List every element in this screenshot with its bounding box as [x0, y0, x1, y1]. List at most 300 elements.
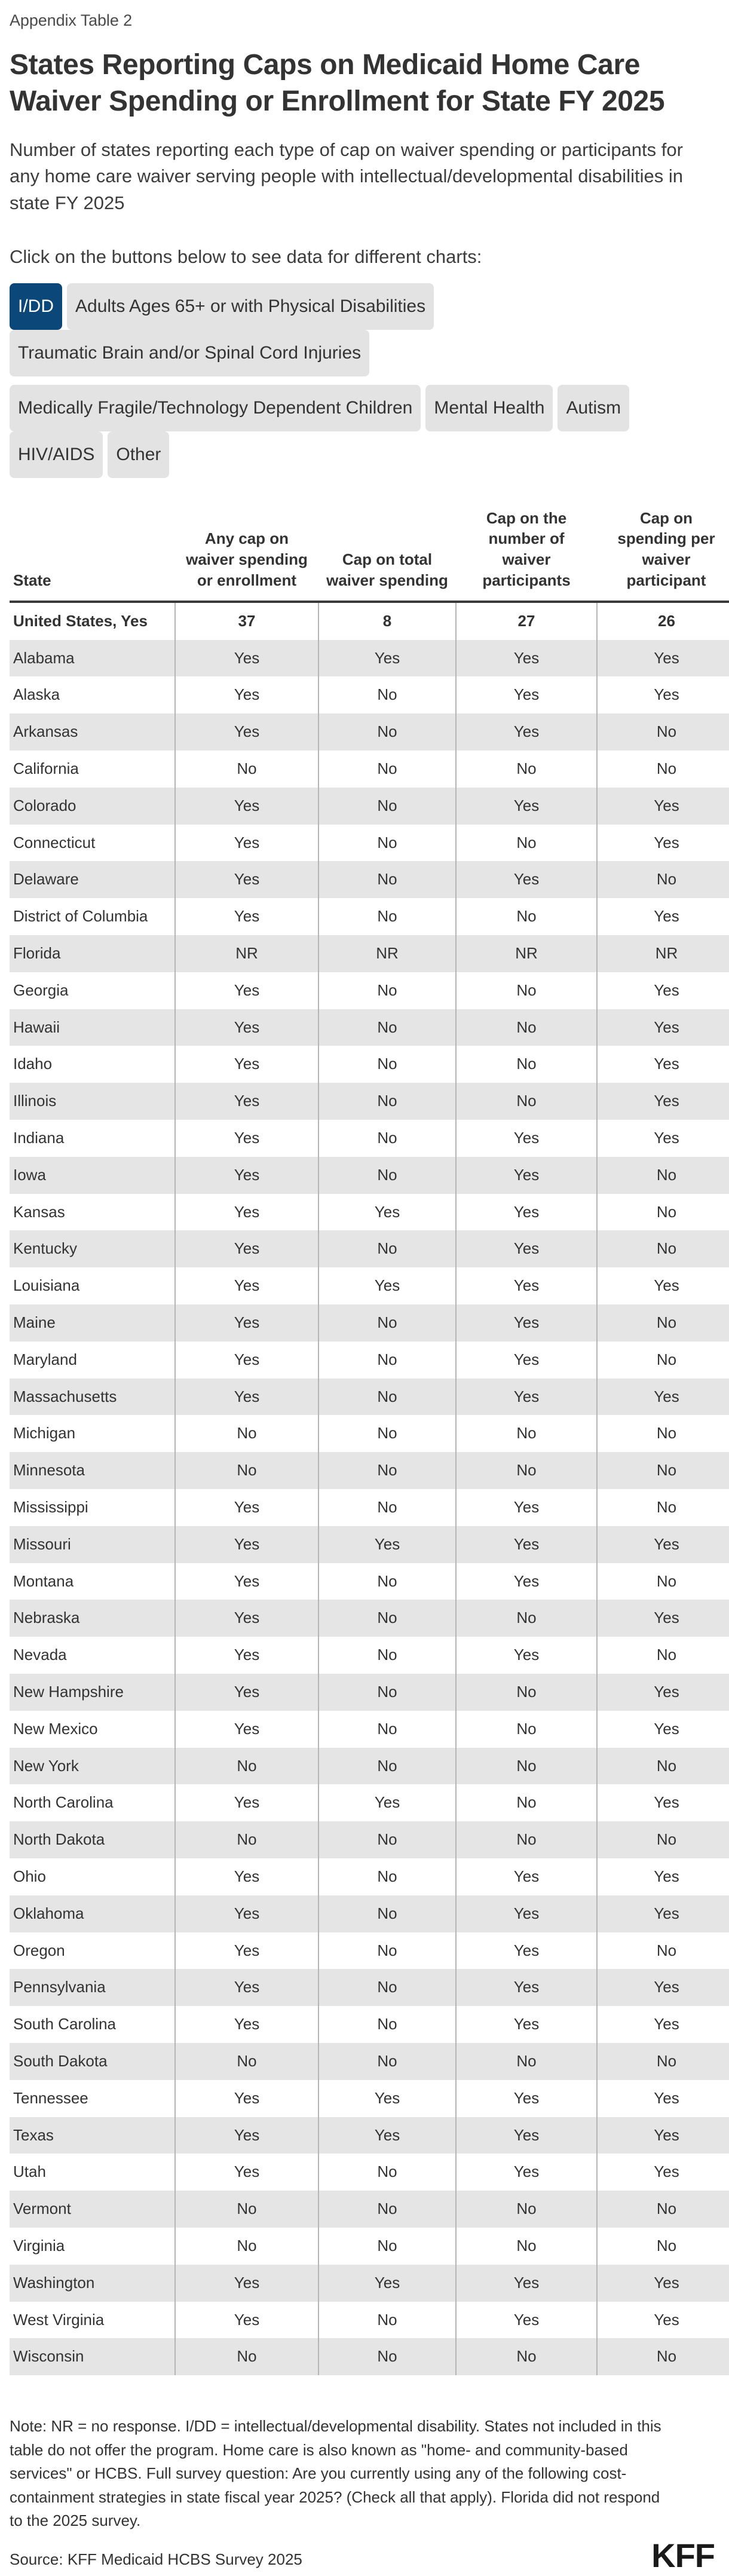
cell-value: No: [318, 751, 456, 788]
cell-value: No: [318, 1858, 456, 1895]
category-button-other[interactable]: Other: [108, 431, 169, 478]
cell-value: Yes: [597, 676, 729, 713]
cell-value: Yes: [175, 1009, 318, 1046]
cell-value: No: [318, 2228, 456, 2265]
cell-state: Mississippi: [13, 1497, 88, 1516]
cell-state: Louisiana: [13, 1276, 80, 1295]
cell-value: NR: [175, 935, 318, 972]
cell-value: No: [597, 1489, 729, 1526]
footer: [10, 2415, 719, 2576]
cell-value: No: [597, 1341, 729, 1379]
category-button-tbi-sci[interactable]: Traumatic Brain and/or Spinal Cord Injuries: [10, 330, 369, 376]
cell-value: Yes: [597, 2302, 729, 2339]
cell-value: Yes: [456, 1120, 597, 1157]
cell-state: Maryland: [13, 1350, 77, 1368]
table-row: [10, 1932, 729, 1969]
category-button-medically-fragile[interactable]: Medically Fragile/Technology Dependent Children: [10, 385, 421, 431]
cell-value: No: [318, 1452, 456, 1489]
cell-state: Indiana: [13, 1129, 65, 1147]
table-row: [10, 1304, 729, 1341]
cell-state: Oregon: [13, 1941, 65, 1959]
cell-value: Yes: [318, 1784, 456, 1821]
cell-value: No: [318, 861, 456, 898]
cell-value: No: [318, 1230, 456, 1267]
cell-state: Virginia: [13, 2236, 65, 2255]
cell-value: No: [456, 1083, 597, 1120]
cell-state: New Hampshire: [10, 1674, 175, 1711]
cell-value: No: [318, 1563, 456, 1600]
cell-state: Montana: [13, 1572, 74, 1590]
cell-value: No: [318, 1046, 456, 1083]
table-row: [10, 1415, 729, 1452]
cell-value: No: [456, 972, 597, 1009]
cell-value: No: [175, 2228, 318, 2265]
cell-value: Yes: [597, 1009, 729, 1046]
cell-value: Yes: [456, 1157, 597, 1194]
cell-value: No: [318, 1379, 456, 1416]
cell-value: NR: [318, 935, 456, 972]
cell-state: Vermont: [10, 2191, 175, 2228]
cell-state: Michigan: [13, 1424, 76, 1442]
cell-value: No: [597, 2043, 729, 2080]
cell-value: Yes: [175, 825, 318, 862]
cell-value: Yes: [456, 1489, 597, 1526]
table-row: [10, 1046, 729, 1083]
table-row: [10, 2265, 729, 2302]
cell-value: No: [597, 1932, 729, 1969]
column-header-cap-participants: Cap on the number of waiver participants: [456, 502, 597, 602]
cell-value: Yes: [175, 1304, 318, 1341]
column-header-cap-spending-per-participant: Cap on spending per waiver participant: [597, 502, 729, 602]
cell-value: Yes: [175, 2006, 318, 2043]
cell-value: No: [175, 1748, 318, 1785]
cell-value: Yes: [456, 1230, 597, 1267]
cell-value: Yes: [175, 1230, 318, 1267]
category-button-mental-health[interactable]: Mental Health: [425, 385, 553, 431]
cell-value: No: [597, 1194, 729, 1231]
kff-logo: KFF: [651, 2537, 715, 2575]
cell-state: Ohio: [13, 1867, 46, 1885]
cell-value: Yes: [456, 1932, 597, 1969]
page-subtitle: Number of states reporting each type of cap on waiver spending or participants for any home care waiver serving people with intellectual/developmental disabilities in state FY 2025: [10, 139, 683, 213]
cell-value: No: [597, 1415, 729, 1452]
cell-value: Yes: [175, 2302, 318, 2339]
cell-state: Idaho: [13, 1055, 53, 1073]
cell-value: Yes: [175, 1858, 318, 1895]
cell-value: NR: [597, 935, 729, 972]
table-row: [10, 1120, 729, 1157]
table-row: [10, 1194, 729, 1231]
cell-value: Yes: [456, 1341, 597, 1379]
cell-value: Yes: [597, 1711, 729, 1748]
cell-value: Yes: [175, 1895, 318, 1932]
cell-value: No: [456, 1784, 597, 1821]
cell-value: Yes: [597, 2154, 729, 2191]
cell-value: Yes: [175, 788, 318, 825]
cell-value: Yes: [175, 1563, 318, 1600]
cell-value: No: [175, 1415, 318, 1452]
cell-value: No: [456, 1674, 597, 1711]
cell-value: Yes: [175, 1711, 318, 1748]
table-row: [10, 1526, 729, 1563]
table-row: [10, 1157, 729, 1194]
cell-value: No: [318, 825, 456, 862]
cell-value: No: [175, 1452, 318, 1489]
cell-value: Yes: [597, 1784, 729, 1821]
cell-value: Yes: [175, 2080, 318, 2117]
cell-value: Yes: [175, 1157, 318, 1194]
cell-value: Yes: [175, 713, 318, 751]
cell-value: Yes: [175, 1674, 318, 1711]
cell-value: Yes: [456, 1194, 597, 1231]
cell-state: Utah: [13, 2163, 46, 2181]
cell-value: NR: [456, 935, 597, 972]
cell-value: Yes: [597, 1083, 729, 1120]
cell-value: Yes: [456, 2265, 597, 2302]
cell-value: No: [456, 1415, 597, 1452]
cell-state: South Dakota: [10, 2043, 175, 2080]
column-header-cap-total-spending: Cap on total waiver spending: [318, 502, 456, 602]
cell-value: Yes: [175, 1194, 318, 1231]
table-row: [10, 1267, 729, 1304]
cell-state: Washington: [10, 2265, 175, 2302]
cell-value: Yes: [456, 676, 597, 713]
cell-value: Yes: [597, 640, 729, 677]
table-row: [10, 1821, 729, 1858]
table-row: [10, 1784, 729, 1821]
page-title: States Reporting Caps on Medicaid Home Care Waiver Spending or Enrollment for State FY 2025: [10, 48, 665, 118]
data-table: [10, 502, 729, 2376]
cell-value: No: [456, 1600, 597, 1637]
cell-state: North Carolina: [13, 1793, 114, 1812]
cell-state: Nebraska: [10, 1600, 175, 1637]
cell-state: Kentucky: [10, 1230, 175, 1267]
cell-state: Delaware: [10, 861, 175, 898]
cell-value: No: [597, 1821, 729, 1858]
table-row: [10, 1083, 729, 1120]
cell-value: Yes: [175, 1526, 318, 1563]
cell-value: Yes: [318, 2080, 456, 2117]
cell-value: Yes: [456, 1267, 597, 1304]
table-header-row: [10, 502, 729, 602]
cell-value: No: [318, 2154, 456, 2191]
cell-value: Yes: [597, 2080, 729, 2117]
cell-value: No: [597, 1230, 729, 1267]
cell-value: Yes: [318, 2265, 456, 2302]
cell-value: No: [597, 2338, 729, 2375]
cell-value: No: [597, 1157, 729, 1194]
cell-value: 37: [175, 602, 318, 640]
table-row: [10, 972, 729, 1009]
cell-value: No: [456, 1748, 597, 1785]
cell-state: Alaska: [13, 685, 60, 704]
cell-value: Yes: [175, 640, 318, 677]
cell-value: No: [318, 1083, 456, 1120]
cell-state: Florida: [10, 935, 175, 972]
cell-value: 26: [597, 602, 729, 640]
cell-value: No: [456, 825, 597, 862]
cell-value: Yes: [597, 788, 729, 825]
cell-value: No: [175, 2043, 318, 2080]
cell-value: Yes: [597, 2117, 729, 2154]
table-row: [10, 640, 729, 677]
table-row: [10, 2338, 729, 2375]
cell-state: Connecticut: [13, 833, 96, 851]
cell-value: No: [175, 751, 318, 788]
cell-state: Massachusetts: [10, 1379, 175, 1416]
table-row: [10, 2006, 729, 2043]
cell-value: Yes: [597, 1600, 729, 1637]
table-row: [10, 1489, 729, 1526]
cell-value: No: [175, 2191, 318, 2228]
cell-value: No: [318, 1489, 456, 1526]
category-button-group: [10, 283, 719, 477]
cell-state: Kansas: [13, 1202, 65, 1221]
table-row: [10, 1341, 729, 1379]
cell-value: No: [318, 1304, 456, 1341]
cell-state: California: [13, 759, 79, 778]
category-button-autism[interactable]: Autism: [558, 385, 629, 431]
cell-value: 27: [456, 602, 597, 640]
cell-value: Yes: [597, 2265, 729, 2302]
table-row: [10, 1452, 729, 1489]
cell-value: Yes: [456, 2117, 597, 2154]
cell-value: No: [318, 2191, 456, 2228]
cell-value: No: [456, 1452, 597, 1489]
category-button-hiv-aids[interactable]: HIV/AIDS: [10, 431, 103, 478]
cell-state: Iowa: [10, 1157, 175, 1194]
cell-value: Yes: [456, 2080, 597, 2117]
table-row: [10, 2080, 729, 2117]
cell-value: No: [456, 751, 597, 788]
category-button-adults-65[interactable]: Adults Ages 65+ or with Physical Disabilities: [67, 283, 434, 330]
table-head: [10, 502, 729, 602]
cell-value: Yes: [597, 898, 729, 935]
cell-value: No: [318, 1969, 456, 2006]
cell-value: Yes: [175, 1969, 318, 2006]
cell-state: Oklahoma: [10, 1895, 175, 1932]
cell-value: Yes: [597, 1526, 729, 1563]
cell-value: Yes: [175, 1083, 318, 1120]
cell-value: Yes: [597, 1046, 729, 1083]
cell-value: Yes: [175, 1600, 318, 1637]
cell-state: New Mexico: [13, 1719, 98, 1738]
cell-value: No: [456, 2043, 597, 2080]
cell-state: District of Columbia: [13, 907, 148, 926]
cell-value: Yes: [175, 1784, 318, 1821]
table-row: [10, 1600, 729, 1637]
cell-state: Colorado: [10, 788, 175, 825]
cell-value: Yes: [175, 1046, 318, 1083]
table-row: [10, 1711, 729, 1748]
cell-value: Yes: [175, 2117, 318, 2154]
cell-value: No: [597, 1452, 729, 1489]
cell-value: Yes: [456, 1895, 597, 1932]
cell-value: Yes: [597, 1267, 729, 1304]
click-prompt: Click on the buttons below to see data for different charts:: [10, 246, 482, 267]
table-row: [10, 2302, 729, 2339]
cell-value: Yes: [175, 861, 318, 898]
column-header-any-cap: Any cap on waiver spending or enrollment: [175, 502, 318, 602]
table-row: [10, 1563, 729, 1600]
cell-value: Yes: [456, 1637, 597, 1674]
cell-value: No: [597, 1748, 729, 1785]
cell-value: Yes: [175, 1637, 318, 1674]
table-row: [10, 935, 729, 972]
table-row: [10, 1895, 729, 1932]
cell-value: Yes: [175, 1489, 318, 1526]
cell-value: No: [318, 1711, 456, 1748]
cell-value: No: [318, 1932, 456, 1969]
cell-state: Tennessee: [13, 2088, 88, 2107]
cell-value: Yes: [456, 1379, 597, 1416]
cell-value: Yes: [456, 1526, 597, 1563]
cell-value: 8: [318, 602, 456, 640]
cell-state: Arkansas: [10, 713, 175, 751]
cell-value: No: [318, 972, 456, 1009]
cell-state: West Virginia: [13, 2310, 105, 2329]
cell-value: Yes: [597, 1969, 729, 2006]
cell-value: Yes: [318, 2117, 456, 2154]
cell-value: Yes: [318, 640, 456, 677]
cell-value: No: [175, 1821, 318, 1858]
cell-value: Yes: [597, 2006, 729, 2043]
table-row: [10, 2043, 729, 2080]
table-row: [10, 898, 729, 935]
cell-value: Yes: [456, 1304, 597, 1341]
cell-value: No: [456, 898, 597, 935]
cell-value: No: [318, 1157, 456, 1194]
cell-value: No: [318, 1009, 456, 1046]
cell-value: Yes: [175, 1379, 318, 1416]
table-row: [10, 825, 729, 862]
table-row: [10, 788, 729, 825]
cell-value: No: [456, 2338, 597, 2375]
footnote-text: Note: NR = no response. I/DD = intellectual/developmental disability. States not included in this table do not offer the program. Home care is also known as "home- and community-based services" or HCBS. Full survey question: Are you currently using any of the following cost-containment strategies in state fiscal year 2025? (Check all that apply). Florida did not respond to the 2025 survey.: [10, 2417, 661, 2530]
cell-value: Yes: [175, 1120, 318, 1157]
cell-value: Yes: [456, 2302, 597, 2339]
cell-value: Yes: [456, 1969, 597, 2006]
table-row: [10, 861, 729, 898]
cell-value: No: [456, 2228, 597, 2265]
data-table-wrapper: [10, 502, 729, 2376]
table-row: [10, 2191, 729, 2228]
cell-state: Pennsylvania: [10, 1969, 175, 2006]
table-row: [10, 2154, 729, 2191]
cell-value: No: [597, 1637, 729, 1674]
cell-value: Yes: [456, 2006, 597, 2043]
table-row: [10, 1858, 729, 1895]
cell-state: Maine: [10, 1304, 175, 1341]
cell-value: No: [318, 1415, 456, 1452]
cell-value: No: [597, 1563, 729, 1600]
cell-value: Yes: [175, 1932, 318, 1969]
cell-value: Yes: [597, 1858, 729, 1895]
cell-state: Minnesota: [10, 1452, 175, 1489]
cell-state: Illinois: [10, 1083, 175, 1120]
cell-value: No: [318, 1895, 456, 1932]
cell-value: Yes: [175, 2154, 318, 2191]
cell-value: No: [597, 751, 729, 788]
cell-value: No: [318, 898, 456, 935]
table-row: [10, 1969, 729, 2006]
table-row: [10, 2117, 729, 2154]
cell-value: No: [318, 2338, 456, 2375]
cell-value: Yes: [175, 676, 318, 713]
cell-state: North Dakota: [10, 1821, 175, 1858]
cell-value: No: [318, 2302, 456, 2339]
cell-value: No: [318, 1748, 456, 1785]
cell-value: Yes: [456, 1563, 597, 1600]
cell-value: No: [318, 2043, 456, 2080]
cell-state: New York: [10, 1748, 175, 1785]
cell-value: Yes: [456, 640, 597, 677]
cell-value: No: [318, 788, 456, 825]
cell-value: No: [318, 2006, 456, 2043]
cell-state: South Carolina: [13, 2015, 116, 2033]
cell-state: Georgia: [13, 981, 69, 999]
cell-state: Wisconsin: [10, 2338, 175, 2375]
category-button-idd[interactable]: I/DD: [10, 283, 62, 330]
table-row: [10, 1379, 729, 1416]
cell-value: Yes: [175, 1267, 318, 1304]
cell-value: Yes: [597, 1674, 729, 1711]
cell-state: Alabama: [10, 640, 175, 677]
cell-value: Yes: [318, 1194, 456, 1231]
cell-state: Texas: [10, 2117, 175, 2154]
cell-value: Yes: [597, 1379, 729, 1416]
cell-value: No: [597, 713, 729, 751]
cell-value: Yes: [175, 2265, 318, 2302]
cell-value: Yes: [597, 1120, 729, 1157]
cell-value: No: [456, 1711, 597, 1748]
cell-value: Yes: [456, 1858, 597, 1895]
cell-value: No: [456, 2191, 597, 2228]
cell-value: Yes: [175, 898, 318, 935]
table-row-total: [10, 602, 729, 640]
cell-value: Yes: [456, 2154, 597, 2191]
cell-value: Yes: [456, 788, 597, 825]
cell-value: No: [318, 1600, 456, 1637]
cell-value: Yes: [318, 1267, 456, 1304]
table-row: [10, 1009, 729, 1046]
cell-value: No: [597, 2191, 729, 2228]
cell-value: Yes: [597, 825, 729, 862]
table-row: [10, 1748, 729, 1785]
table-row: [10, 751, 729, 788]
cell-value: Yes: [175, 1341, 318, 1379]
cell-value: Yes: [318, 1526, 456, 1563]
cell-state: Hawaii: [10, 1009, 175, 1046]
cell-value: Yes: [175, 972, 318, 1009]
cell-value: Yes: [456, 861, 597, 898]
cell-state: Nevada: [13, 1646, 67, 1664]
table-row: [10, 676, 729, 713]
cell-value: No: [456, 1046, 597, 1083]
table-row: [10, 1674, 729, 1711]
table-body: [10, 602, 729, 2375]
cell-value: No: [318, 676, 456, 713]
cell-value: No: [597, 2228, 729, 2265]
eyebrow-label: Appendix Table 2: [10, 11, 133, 29]
cell-value: No: [456, 1009, 597, 1046]
table-row: [10, 2228, 729, 2265]
cell-value: No: [318, 713, 456, 751]
cell-value: Yes: [597, 972, 729, 1009]
cell-value: No: [597, 1304, 729, 1341]
cell-value: No: [318, 1637, 456, 1674]
cell-value: No: [318, 1821, 456, 1858]
